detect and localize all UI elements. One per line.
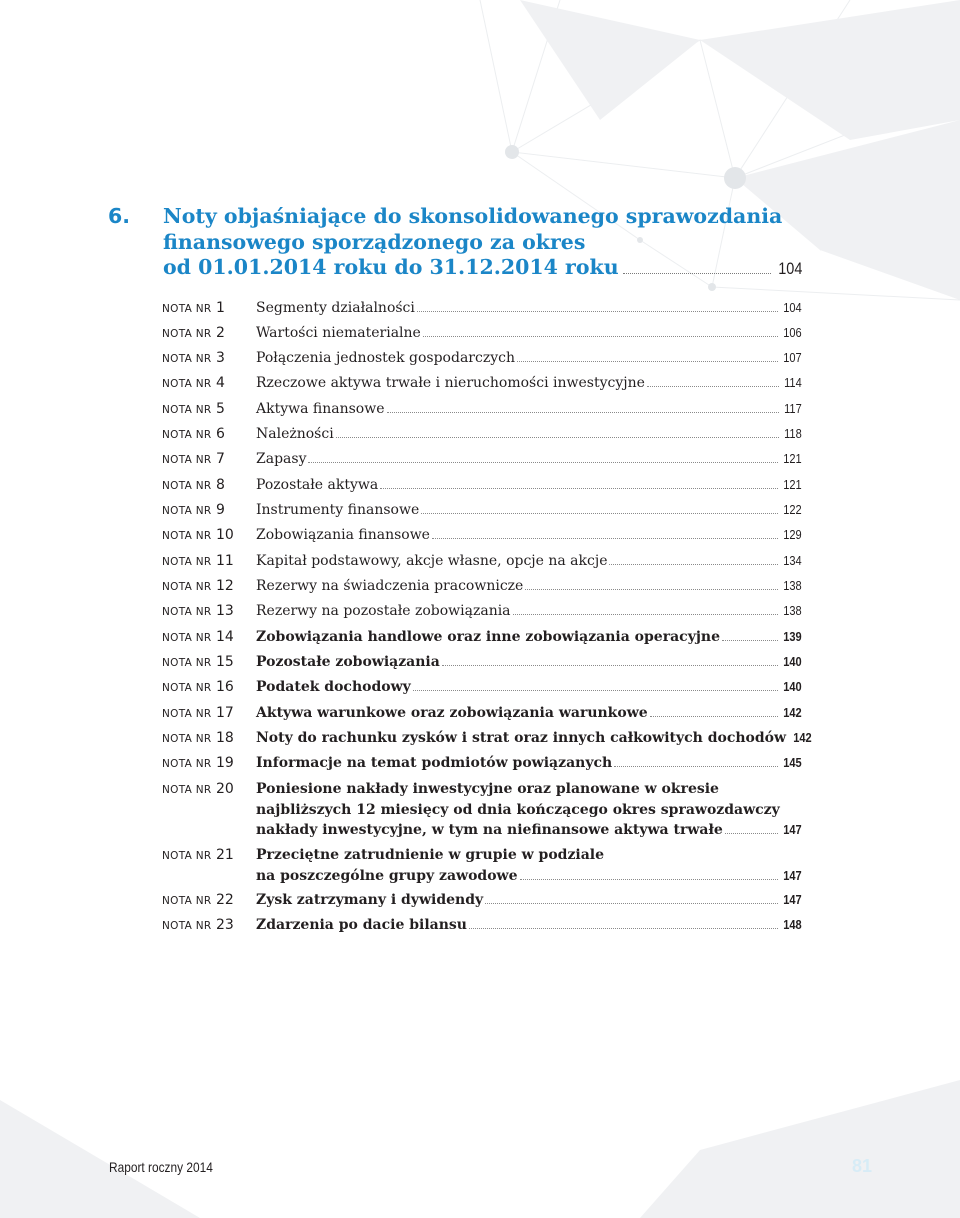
nota-number (162, 551, 252, 572)
nota-label: NOTA NR (162, 353, 212, 365)
toc-entry-title (256, 890, 802, 911)
leader-dots (413, 690, 779, 691)
entry-last-line (256, 601, 802, 622)
section-title-line: od 01.01.2014 roku do 31.12.2014 roku (163, 255, 619, 279)
entry-page-number: 140 (783, 654, 802, 669)
leader-dots (432, 538, 778, 539)
entry-line: Kapitał podstawowy, akcje własne, opcje na akcje (256, 553, 608, 569)
entry-last-line (256, 703, 802, 724)
entry-page-number: 140 (783, 679, 802, 694)
nota-label: NOTA NR (162, 606, 212, 618)
nota-number (162, 677, 252, 698)
toc-entry-title (256, 373, 802, 394)
entry-last-line (256, 373, 802, 394)
section-title-line: Noty objaśniające do skonsolidowanego sprawozdania (163, 204, 783, 228)
leader-dots (485, 903, 778, 904)
nota-label: NOTA NR (162, 733, 212, 745)
entry-line: Pozostałe aktywa (256, 477, 379, 493)
entry-line: nakłady inwestycyjne, w tym na niefinansowe aktywa trwałe (256, 822, 723, 838)
entry-last-line (256, 627, 802, 648)
entry-last-line (256, 753, 802, 774)
entry-line: Aktywa finansowe (256, 401, 385, 417)
nota-number (162, 627, 252, 648)
leader-dots (469, 928, 778, 929)
nota-index: 14 (215, 629, 234, 645)
nota-label: NOTA NR (162, 682, 212, 694)
toc-entry-title (256, 424, 802, 445)
entry-page-number: 129 (783, 527, 802, 542)
entry-page-number: 139 (783, 629, 802, 644)
leader-dots (336, 437, 780, 438)
nota-index: 6 (215, 426, 225, 442)
leader-dots (517, 361, 778, 362)
toc-entry-title (256, 753, 802, 774)
entry-line: Zobowiązania handlowe oraz inne zobowiązania operacyjne (256, 629, 720, 645)
leader-dots (647, 386, 779, 387)
toc-entry-title (256, 915, 802, 936)
entry-page-number: 104 (783, 300, 802, 315)
entry-page-number: 121 (783, 451, 802, 466)
nota-number (162, 424, 252, 445)
nota-label: NOTA NR (162, 556, 212, 568)
nota-number (162, 399, 252, 420)
nota-index: 18 (215, 730, 234, 746)
toc-entry-title (256, 677, 802, 698)
entry-line: Należności (256, 426, 334, 442)
nota-label: NOTA NR (162, 530, 212, 542)
entry-line: Pozostałe zobowiązania (256, 654, 440, 670)
toc-entry-title (256, 449, 802, 470)
nota-index: 12 (215, 578, 234, 594)
nota-label: NOTA NR (162, 657, 212, 669)
nota-index: 8 (215, 477, 225, 493)
entry-page-number: 147 (783, 867, 802, 883)
toc-entry-title (256, 627, 802, 648)
nota-index: 4 (215, 375, 225, 391)
leader-dots (308, 462, 778, 463)
entry-line: Aktywa warunkowe oraz zobowiązania warunkowe (256, 705, 648, 721)
toc-entry-title (256, 728, 812, 749)
leader-dots (417, 311, 778, 312)
nota-number (162, 601, 252, 622)
nota-label: NOTA NR (162, 784, 212, 796)
entry-last-line (256, 866, 802, 887)
nota-number (162, 845, 252, 866)
leader-dots (387, 412, 780, 413)
nota-number (162, 475, 252, 496)
entry-page-number: 138 (783, 578, 802, 593)
nota-number (162, 323, 252, 344)
nota-label: NOTA NR (162, 708, 212, 720)
nota-index: 7 (215, 451, 225, 467)
entry-page-number: 138 (783, 603, 802, 618)
entry-last-line (256, 424, 802, 445)
entry-line: na poszczególne grupy zawodowe (256, 867, 518, 884)
footer-report-title: Raport roczny 2014 (109, 1159, 213, 1175)
nota-number (162, 373, 252, 394)
entry-page-number: 121 (783, 477, 802, 492)
nota-label: NOTA NR (162, 632, 212, 644)
nota-number (162, 525, 252, 546)
nota-number (162, 500, 252, 521)
entry-last-line (256, 652, 802, 673)
toc-entry-title (256, 779, 802, 841)
leader-dots (609, 564, 778, 565)
entry-page-number: 147 (783, 892, 802, 907)
nota-number (162, 728, 252, 749)
section-page-number: 104 (777, 259, 802, 278)
entry-line: Rezerwy na pozostałe zobowiązania (256, 603, 511, 619)
entry-line: najbliższych 12 miesięcy od dnia kończącego okres sprawozdawczy (256, 801, 780, 818)
entry-page-number: 147 (783, 822, 802, 837)
leader-dots (623, 273, 771, 274)
toc-entry-title (256, 845, 802, 886)
nota-index: 20 (215, 781, 234, 797)
entry-page-number: 142 (783, 705, 802, 720)
nota-label: NOTA NR (162, 480, 212, 492)
nota-label: NOTA NR (162, 850, 212, 862)
nota-number (162, 753, 252, 774)
nota-number (162, 348, 252, 369)
entry-page-number: 117 (784, 401, 802, 416)
entry-page-number: 107 (783, 350, 802, 365)
entry-last-line (256, 399, 802, 420)
entry-page-number: 122 (783, 502, 802, 517)
nota-number (162, 652, 252, 673)
entry-page-number: 114 (784, 375, 802, 390)
leader-dots (380, 488, 778, 489)
nota-index: 10 (215, 527, 234, 543)
entry-line: Podatek dochodowy (256, 679, 411, 695)
toc-entry-title (256, 525, 802, 546)
entry-line: Zobowiązania finansowe (256, 527, 430, 543)
entry-last-line (256, 576, 802, 597)
entry-last-line (256, 475, 802, 496)
toc-entry-title (256, 348, 802, 369)
entry-line: Noty do rachunku zysków i strat oraz innych całkowitych dochodów (256, 730, 787, 746)
leader-dots (423, 336, 778, 337)
entry-line: Zdarzenia po dacie bilansu (256, 917, 467, 933)
entry-last-line (256, 915, 802, 936)
nota-label: NOTA NR (162, 303, 212, 315)
entry-line: Połączenia jednostek gospodarczych (256, 350, 515, 366)
nota-number (162, 298, 252, 319)
entry-line: Wartości niematerialne (256, 325, 421, 341)
toc-entry-title (256, 298, 802, 319)
entry-last-line (256, 348, 802, 369)
entry-last-line (256, 890, 802, 911)
nota-label: NOTA NR (162, 920, 212, 932)
nota-index: 16 (215, 679, 234, 695)
nota-label: NOTA NR (162, 378, 212, 390)
nota-index: 19 (215, 755, 234, 771)
section-title-last-line (163, 255, 802, 282)
leader-dots (725, 833, 779, 834)
nota-index: 23 (215, 917, 234, 933)
toc-entry-title (256, 703, 802, 724)
toc-entry-title (256, 399, 802, 420)
entry-line: Informacje na temat podmiotów powiązanych (256, 755, 613, 771)
entry-last-line (256, 728, 812, 749)
nota-number (162, 703, 252, 724)
entry-line: Poniesione nakłady inwestycyjne oraz planowane w okresie (256, 781, 719, 797)
entry-page-number: 134 (783, 553, 802, 568)
entry-line: Zysk zatrzymany i dywidendy (256, 892, 484, 908)
nota-index: 5 (215, 401, 225, 417)
footer-page-number: 81 (851, 1156, 872, 1176)
toc-entry-title (256, 601, 802, 622)
entry-last-line (256, 298, 802, 319)
nota-number (162, 915, 252, 936)
entry-page-number: 142 (793, 730, 812, 745)
toc-entry-title (256, 576, 802, 597)
nota-index: 21 (215, 847, 234, 863)
entry-page-number: 145 (783, 755, 802, 770)
entry-line: Rzeczowe aktywa trwałe i nieruchomości inwestycyjne (256, 375, 645, 391)
nota-label: NOTA NR (162, 505, 212, 517)
nota-index: 9 (215, 502, 225, 518)
nota-number (162, 576, 252, 597)
leader-dots (520, 879, 779, 880)
leader-dots (421, 513, 778, 514)
nota-number (162, 890, 252, 911)
entry-last-line (256, 677, 802, 698)
toc-entry-title (256, 500, 802, 521)
entry-last-line (256, 551, 802, 572)
nota-index: 3 (215, 350, 225, 366)
section-number: 6. (108, 204, 131, 228)
entry-line: Rezerwy na świadczenia pracownicze (256, 578, 524, 594)
entry-page-number: 118 (784, 426, 802, 441)
nota-index: 11 (215, 553, 234, 569)
nota-index: 22 (215, 892, 234, 908)
nota-label: NOTA NR (162, 328, 212, 340)
nota-number (162, 449, 252, 470)
nota-label: NOTA NR (162, 758, 212, 770)
leader-dots (525, 589, 778, 590)
nota-index: 13 (215, 603, 234, 619)
nota-label: NOTA NR (162, 454, 212, 466)
leader-dots (650, 716, 779, 717)
nota-label: NOTA NR (162, 581, 212, 593)
entry-line: Segmenty działalności (256, 300, 415, 316)
leader-dots (614, 766, 778, 767)
entry-last-line (256, 500, 802, 521)
nota-index: 15 (215, 654, 234, 670)
toc-entry-title (256, 652, 802, 673)
nota-label: NOTA NR (162, 404, 212, 416)
toc-entry-title (256, 475, 802, 496)
entry-line: Przeciętne zatrudnienie w grupie w podziale (256, 847, 605, 863)
leader-dots (722, 640, 778, 641)
nota-label: NOTA NR (162, 429, 212, 441)
nota-label: NOTA NR (162, 895, 212, 907)
nota-number (162, 779, 252, 800)
entry-page-number: 148 (783, 917, 802, 932)
nota-index: 1 (215, 300, 225, 316)
leader-dots (513, 614, 779, 615)
entry-line: Instrumenty finansowe (256, 502, 420, 518)
entry-last-line (256, 449, 802, 470)
entry-last-line (256, 323, 802, 344)
entry-last-line (256, 525, 802, 546)
leader-dots (442, 665, 778, 666)
section-title-line: finansowego sporządzonego za okres (163, 229, 586, 254)
section-heading (108, 204, 802, 282)
entry-last-line (256, 820, 802, 841)
nota-index: 2 (215, 325, 225, 341)
nota-index: 17 (215, 705, 234, 721)
entry-line: Zapasy (256, 451, 307, 467)
toc-entry-title (256, 551, 802, 572)
entry-page-number: 106 (783, 325, 802, 340)
toc-entry-title (256, 323, 802, 344)
